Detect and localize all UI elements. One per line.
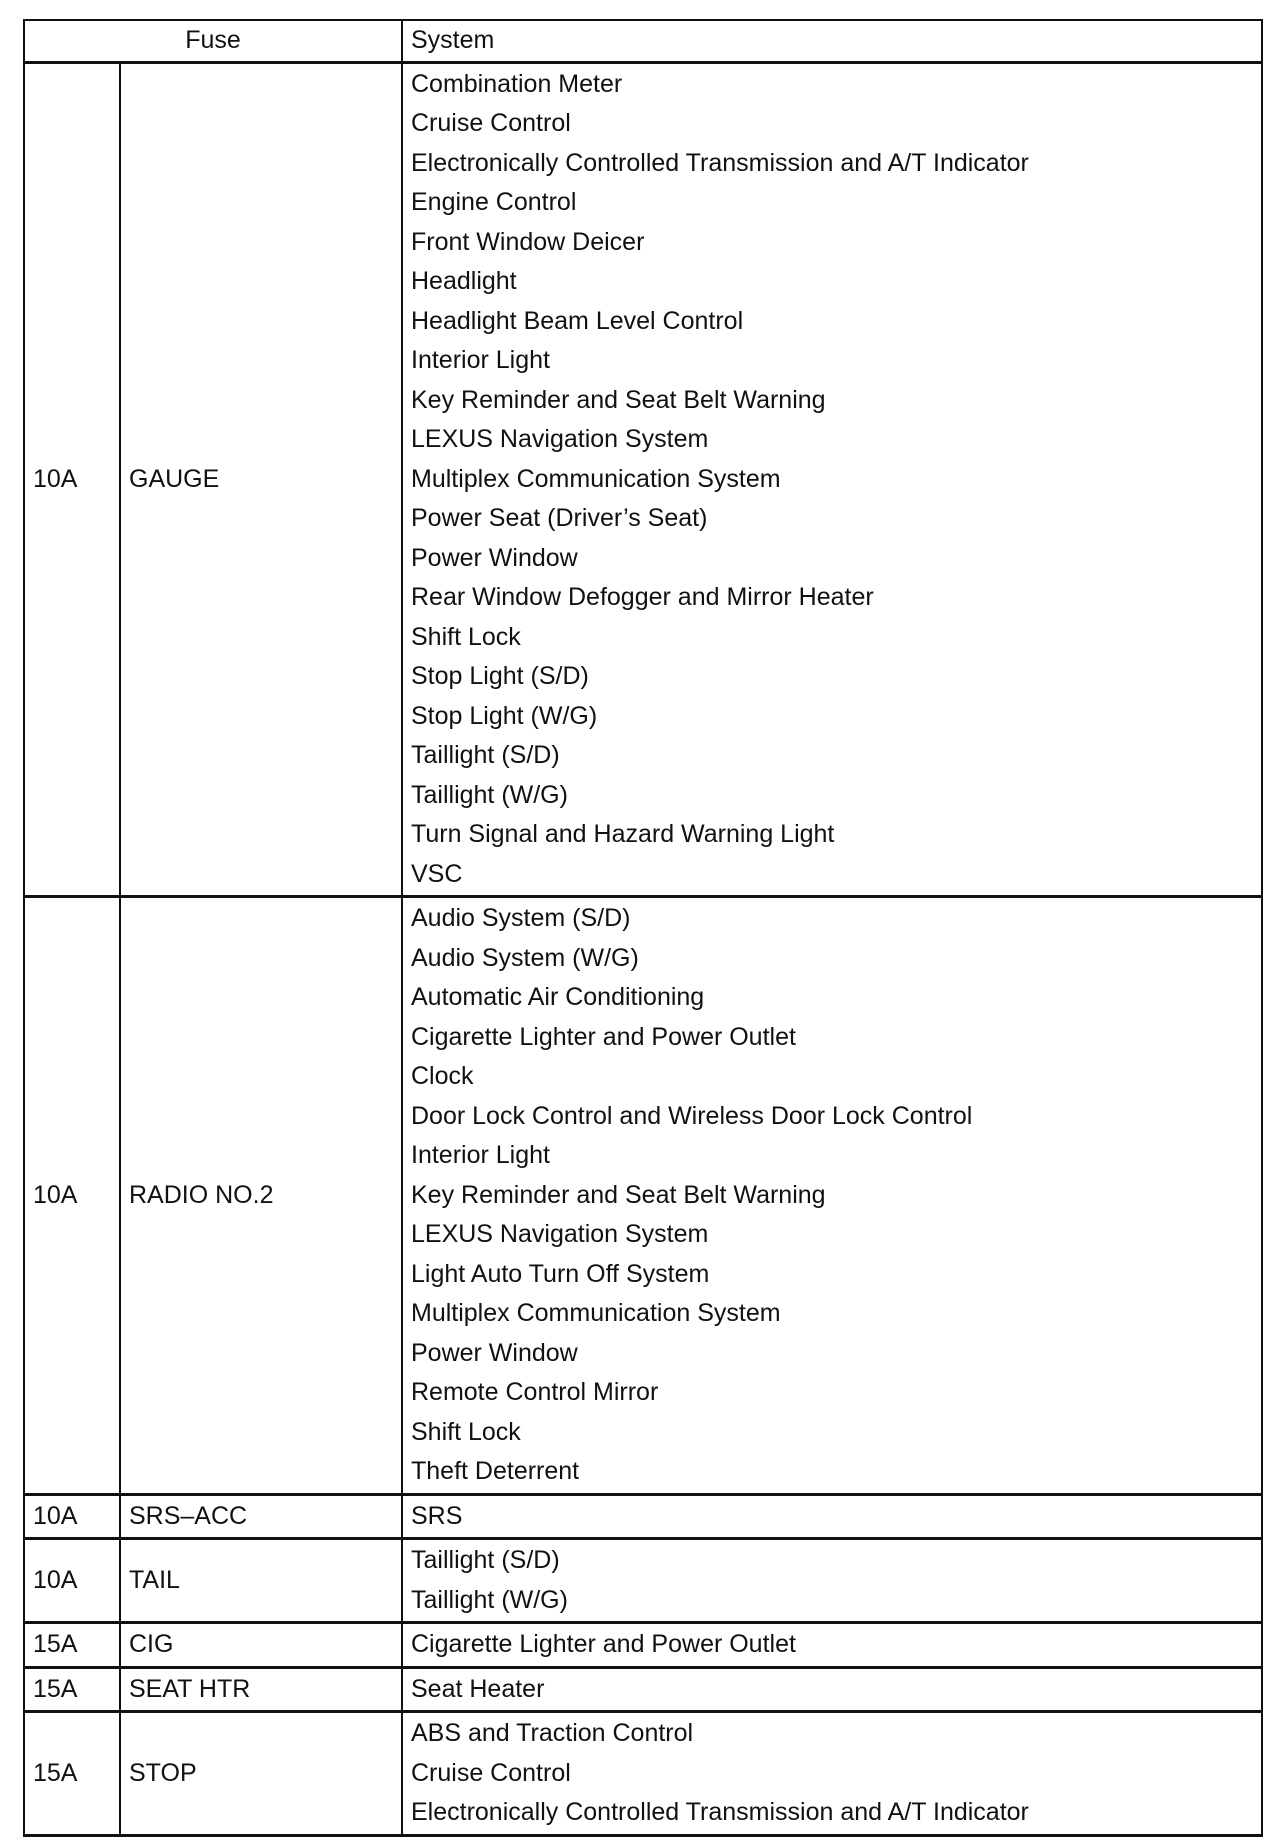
fuse-amperage: 10A <box>24 1539 120 1623</box>
system-item: VSC <box>411 859 463 888</box>
system-item: Electronically Controlled Transmission and A/T Indicator <box>411 1798 1029 1826</box>
header-fuse: Fuse <box>24 20 402 62</box>
system-list <box>402 1712 1262 1836</box>
header-system: System <box>402 20 1262 62</box>
fuse-name: SEAT HTR <box>120 1667 402 1712</box>
system-item: Shift Lock <box>411 622 521 651</box>
system-item: Electronically Controlled Transmission and A/T Indicator <box>411 148 1029 177</box>
table-header-row <box>24 20 1262 62</box>
fuse-amperage: 10A <box>24 897 120 1495</box>
system-item: Stop Light (W/G) <box>411 701 598 730</box>
table-row <box>24 1494 1262 1539</box>
system-item: Turn Signal and Hazard Warning Light <box>411 820 835 848</box>
fuse-amperage: 15A <box>24 1667 120 1712</box>
system-item: Power Seat (Driver’s Seat) <box>411 504 708 532</box>
system-item: Cigarette Lighter and Power Outlet <box>411 1630 796 1658</box>
system-item: Remote Control Mirror <box>411 1378 659 1406</box>
system-item: Audio System (W/G) <box>411 943 639 972</box>
system-item: SRS <box>411 1501 463 1530</box>
fuse-name: SRS–ACC <box>120 1494 402 1539</box>
table-row <box>24 1623 1262 1668</box>
system-list <box>402 1494 1262 1539</box>
fuse-name: GAUGE <box>120 62 402 897</box>
system-item: Rear Window Defogger and Mirror Heater <box>411 583 874 611</box>
table-row <box>24 1712 1262 1836</box>
system-list <box>402 897 1262 1495</box>
system-item: LEXUS Navigation System <box>411 425 709 453</box>
system-list <box>402 1623 1262 1668</box>
system-item: Automatic Air Conditioning <box>411 983 705 1011</box>
system-item: Stop Light (S/D) <box>411 662 589 690</box>
system-item: Multiplex Communication System <box>411 1299 781 1327</box>
system-item: Clock <box>411 1062 474 1090</box>
system-item: Taillight (S/D) <box>411 1546 560 1574</box>
system-item: Audio System (S/D) <box>411 904 631 932</box>
fuse-table-body <box>24 20 1262 1835</box>
system-item: Taillight (S/D) <box>411 741 560 769</box>
system-item: Seat Heater <box>411 1674 545 1703</box>
system-item: Combination Meter <box>411 69 623 98</box>
fuse-name: CIG <box>120 1623 402 1668</box>
system-item: Theft Deterrent <box>411 1457 580 1485</box>
system-item: Cruise Control <box>411 1758 571 1787</box>
fuse-name: STOP <box>120 1712 402 1836</box>
system-item: Cigarette Lighter and Power Outlet <box>411 1022 796 1051</box>
fuse-amperage: 10A <box>24 1494 120 1539</box>
system-item: Door Lock Control and Wireless Door Lock Control <box>411 1101 973 1130</box>
system-item: Cruise Control <box>411 109 571 137</box>
system-list <box>402 1539 1262 1623</box>
system-item: Light Auto Turn Off System <box>411 1259 710 1288</box>
system-item: Headlight Beam Level Control <box>411 306 744 335</box>
system-item: Taillight (W/G) <box>411 1585 568 1614</box>
table-row <box>24 62 1262 897</box>
table-row <box>24 897 1262 1495</box>
fuse-name: TAIL <box>120 1539 402 1623</box>
table-row <box>24 1667 1262 1712</box>
table-row <box>24 1539 1262 1623</box>
system-list <box>402 62 1262 897</box>
system-item: Engine Control <box>411 188 577 216</box>
fuse-amperage: 15A <box>24 1712 120 1836</box>
system-item: Headlight <box>411 267 517 295</box>
system-item: Shift Lock <box>411 1417 521 1446</box>
system-item: Key Reminder and Seat Belt Warning <box>411 385 826 414</box>
system-item: LEXUS Navigation System <box>411 1220 709 1248</box>
system-item: Interior Light <box>411 1141 550 1169</box>
system-item: Multiplex Communication System <box>411 464 781 493</box>
system-item: Power Window <box>411 543 578 572</box>
fuse-amperage: 15A <box>24 1623 120 1668</box>
system-item: Key Reminder and Seat Belt Warning <box>411 1180 826 1209</box>
system-item: Taillight (W/G) <box>411 780 568 809</box>
fuse-system-table <box>23 19 1263 1837</box>
fuse-name: RADIO NO.2 <box>120 897 402 1495</box>
system-item: Front Window Deicer <box>411 227 645 256</box>
system-list <box>402 1667 1262 1712</box>
system-item: ABS and Traction Control <box>411 1719 694 1747</box>
fuse-amperage: 10A <box>24 62 120 897</box>
system-item: Interior Light <box>411 346 550 374</box>
system-item: Power Window <box>411 1338 578 1367</box>
